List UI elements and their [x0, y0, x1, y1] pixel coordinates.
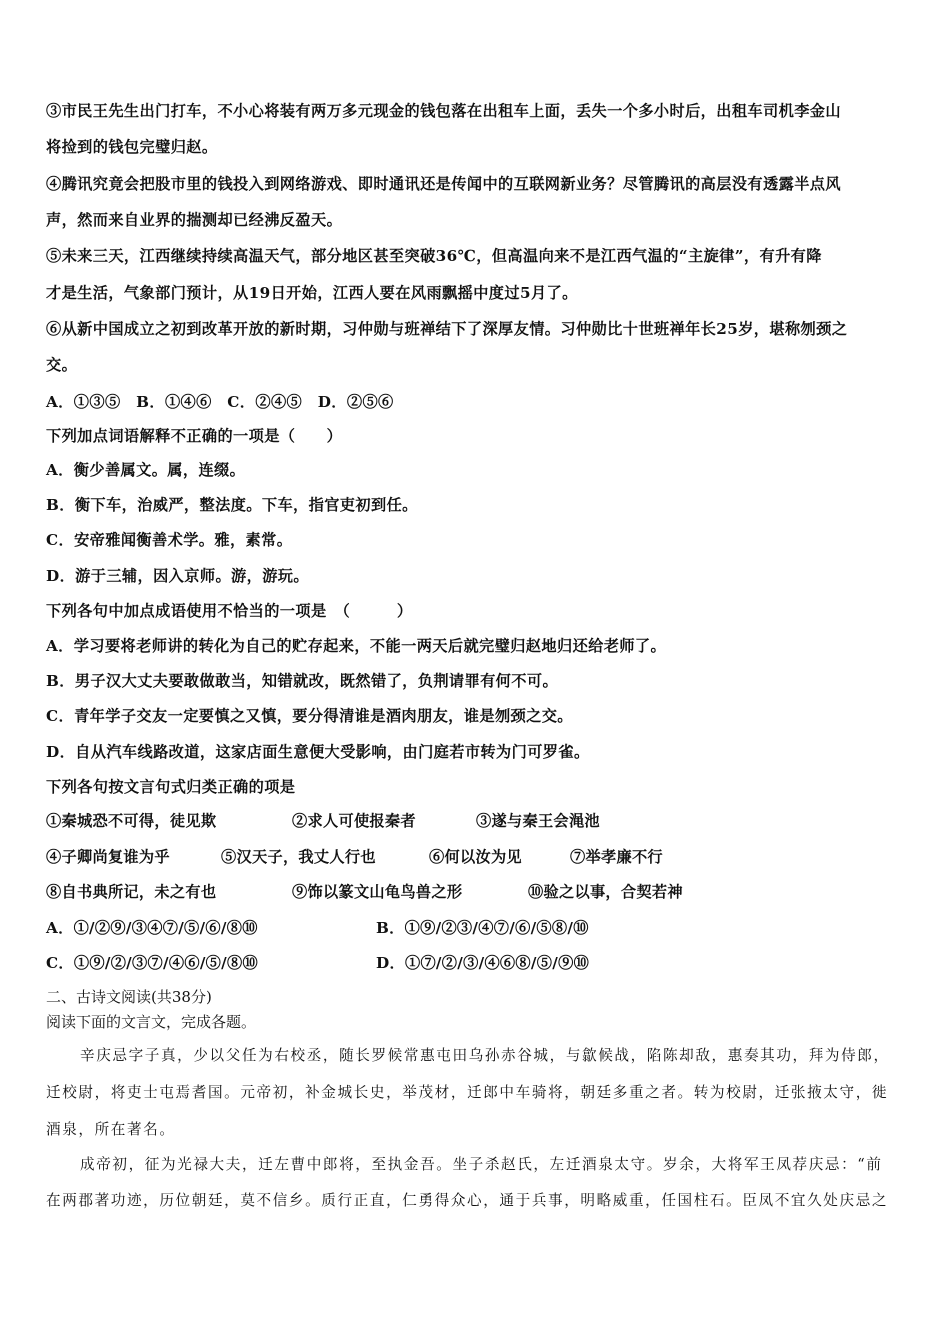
sentence-3-line-2: 将捡到的钱包完璧归赵。	[46, 138, 218, 156]
passage-p1-line-1: 辛庆忌字子真，少以父任为右校丞，随长罗候常惠屯田乌孙赤谷城，与歙候战，陷陈却敌，惠奏其功，拜为侍郎，	[80, 1047, 890, 1064]
passage-p1-line-3: 酒泉，所在著名。	[46, 1121, 176, 1138]
section-instruction: 阅读下面的文言文，完成各题。	[46, 1013, 257, 1031]
syntax-item-4: ④子卿尚复谁为乎	[46, 848, 170, 866]
syntax-item-10: ⑩验之以事，合契若神	[528, 883, 683, 901]
word-option-d: D．游于三辅，因入京师。游，游玩。	[46, 567, 309, 585]
idiom-option-d: D．自从汽车线路改道，这家店面生意便大受影响，由门庭若市转为门可罗雀。	[46, 743, 590, 761]
sentence-question-options: A．①③⑤ B．①④⑥ C．②④⑤ D．②⑤⑥	[46, 393, 394, 411]
sentence-5-line-1: ⑤未来三天，江西继续持续高温天气，部分地区甚至突破36℃，但高温向来不是江西气温的“主旋律”，有升有降	[46, 247, 822, 265]
passage-p2-line-1: 成帝初，征为光禄大夫，迁左曹中郎将，至执金吾。坐子杀赵氏，左迁酒泉太守。岁余，大将军王凤荐庆忌：“前	[80, 1156, 883, 1173]
idiom-option-c: C．青年学子交友一定要慎之又慎，要分得清谁是酒肉朋友，谁是刎颈之交。	[46, 707, 573, 725]
syntax-item-9: ⑨饰以篆文山龟鸟兽之形	[292, 883, 463, 901]
syntax-option-a: A．①/②⑨/③④⑦/⑤/⑥/⑧⑩	[46, 919, 258, 937]
syntax-item-7: ⑦举孝廉不行	[570, 848, 663, 866]
word-option-b: B．衡下车，治威严，整法度。下车，指官吏初到任。	[46, 496, 418, 514]
syntax-item-6: ⑥何以汝为见	[429, 848, 522, 866]
idiom-question-stem: 下列各句中加点成语使用不恰当的一项是 （ ）	[46, 602, 413, 620]
word-option-c: C．安帝雅闻衡善术学。雅，素常。	[46, 531, 293, 549]
passage-p1-line-2: 迁校尉，将吏士屯焉耆国。元帝初，补金城长史，举茂材，迁郎中车骑将，朝廷多重之者。转为校尉，迁张掖太守，徙	[46, 1084, 889, 1101]
sentence-3-line-1: ③市民王先生出门打车，不小心将装有两万多元现金的钱包落在出租车上面，丢失一个多小时后，出租车司机李金山	[46, 102, 841, 120]
syntax-item-8: ⑧自书典所记，未之有也	[46, 883, 217, 901]
syntax-question-stem: 下列各句按文言句式归类正确的项是	[46, 778, 296, 796]
syntax-option-b: B．①⑨/②③/④⑦/⑥/⑤⑧/⑩	[376, 919, 589, 937]
idiom-option-b: B．男子汉大丈夫要敢做敢当，知错就改，既然错了，负荆请罪有何不可。	[46, 672, 559, 690]
passage-p2-line-2: 在两郡著功迹，历位朝廷，莫不信乡。质行正直，仁勇得众心，通于兵事，明略威重，任国柱石。臣凤不宜久处庆忌之	[46, 1192, 889, 1209]
syntax-option-d: D．①⑦/②/③/④⑥⑧/⑤/⑨⑩	[376, 954, 590, 972]
syntax-options-row-2	[46, 953, 908, 973]
sentence-4-line-2: 声，然而来自业界的揣测却已经沸反盈天。	[46, 211, 343, 229]
syntax-options-row-1	[46, 918, 908, 938]
syntax-item-5: ⑤汉天子，我丈人行也	[221, 848, 376, 866]
sentence-4-line-1: ④腾讯究竟会把股市里的钱投入到网络游戏、即时通讯还是传闻中的互联网新业务？尽管腾讯的高层没有透露半点风	[46, 175, 841, 193]
sentence-6-line-2: 交。	[46, 356, 78, 374]
syntax-row-3	[46, 882, 908, 902]
idiom-option-a: A．学习要将老师讲的转化为自己的贮存起来，不能一两天后就完璧归赵地归还给老师了。	[46, 637, 667, 655]
sentence-6-line-1: ⑥从新中国成立之初到改革开放的新时期，习仲勋与班禅结下了深厚友情。习仲勋比十世班禅年长25岁，堪称刎颈之	[46, 320, 848, 338]
word-option-a: A．衡少善属文。属，连缀。	[46, 461, 246, 479]
syntax-option-c: C．①⑨/②/③⑦/④⑥/⑤/⑧⑩	[46, 954, 258, 972]
syntax-row-2	[46, 847, 908, 867]
sentence-5-line-2: 才是生活，气象部门预计，从19日开始，江西人要在风雨飘摇中度过5月了。	[46, 284, 578, 302]
syntax-item-2: ②求人可使报秦者	[292, 812, 416, 830]
section-heading: 二、古诗文阅读(共38分)	[46, 988, 212, 1006]
syntax-item-1: ①秦城恐不可得，徒见欺	[46, 812, 217, 830]
syntax-item-3: ③遂与秦王会渑池	[476, 812, 600, 830]
word-question-stem: 下列加点词语解释不正确的一项是（ ）	[46, 427, 343, 445]
syntax-row-1	[46, 811, 908, 831]
